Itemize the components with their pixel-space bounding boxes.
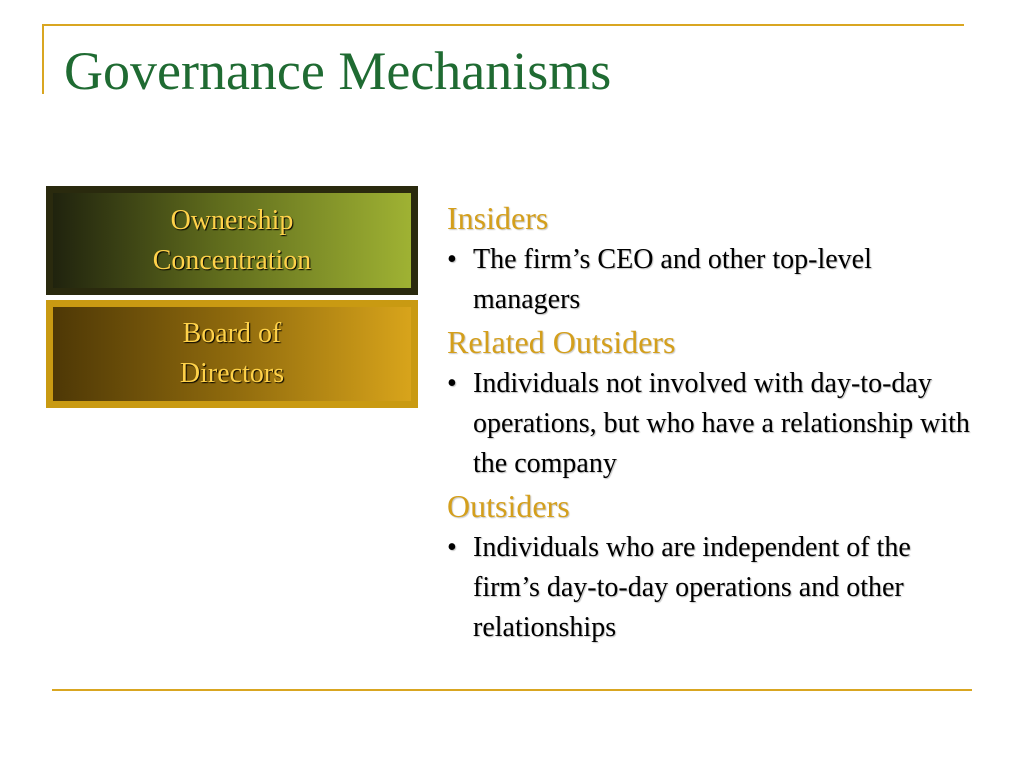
ownership-concentration-panel [53, 193, 411, 288]
outsiders-bullet-text: Individuals who are independent of the firm’s day-to-day operations and other relationships [473, 532, 911, 643]
board-of-directors-label: Board of Directors [179, 318, 285, 389]
outsiders-bullet [447, 528, 977, 648]
outsiders-heading: Outsiders [447, 488, 570, 524]
bullet-dot-icon: • [447, 532, 457, 563]
insiders-heading: Insiders [447, 200, 549, 236]
ownership-concentration-box [46, 186, 418, 295]
insiders-bullet-text: The firm’s CEO and other top-level managers [473, 244, 872, 315]
top-rule [42, 24, 964, 26]
ownership-concentration-label: Ownership Concentration [152, 204, 312, 276]
bullet-dot-icon: • [447, 244, 457, 275]
board-of-directors-panel [53, 307, 411, 401]
bottom-rule [52, 689, 972, 691]
bullet-dot-icon: • [447, 368, 457, 399]
board-of-directors-box [46, 300, 418, 408]
left-rule [42, 24, 44, 94]
related-outsiders-heading: Related Outsiders [447, 324, 676, 360]
content-list [447, 196, 977, 648]
insiders-bullet [447, 240, 977, 320]
related-outsiders-bullet-text: Individuals not involved with day-to-day operations, but who have a relationship with the company [473, 368, 970, 479]
related-outsiders-bullet [447, 364, 977, 484]
slide-title: Governance Mechanisms [64, 41, 612, 101]
